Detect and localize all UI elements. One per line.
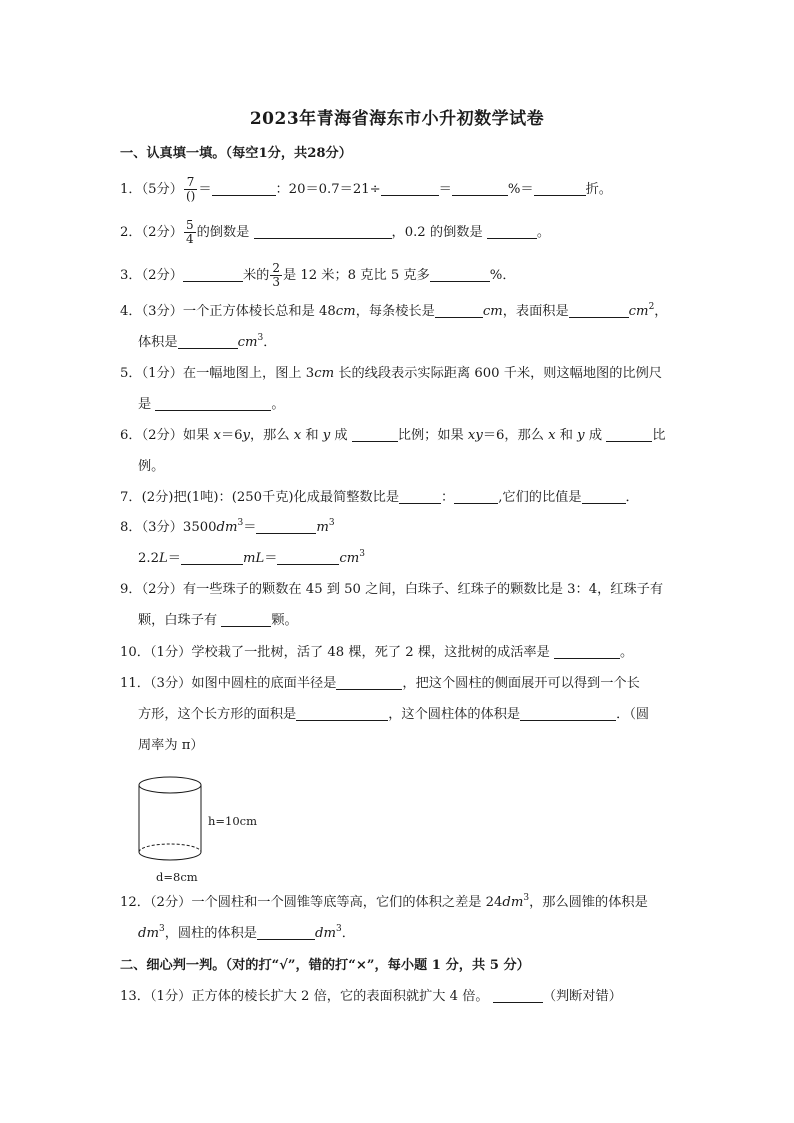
question-4: 4．（3分）一个正方体棱长总和是 48cm，每条棱长是 cm，表面积是 $cm^2$， [120,302,668,319]
answer-blank[interactable] [435,303,483,318]
answer-blank[interactable] [277,550,339,565]
question-11: 11．（3分）如图中圆柱的底面半径是 ，把这个圆柱的侧面展开可以得到一个长 [120,676,640,691]
question-6-line-2: 例。 [138,459,165,474]
question-10: 10．（1分）学校栽了一批树，活了 48 棵，死了 2 棵，这批树的成活率是 。 [120,645,634,660]
question-5-line-2: 是 。 [138,397,285,412]
cylinder-figure [128,770,268,885]
answer-blank[interactable] [569,303,629,318]
section-1-heading: 一、认真填一填。（每空1分，共28分） [120,146,352,161]
answer-blank[interactable] [336,675,402,690]
answer-blank[interactable] [352,427,398,442]
answer-blank[interactable] [221,612,271,627]
answer-blank[interactable] [430,267,490,282]
answer-blank[interactable] [181,550,243,565]
fraction: $\frac{7}{()}$ [185,175,196,203]
answer-blank[interactable] [534,181,586,196]
answer-blank[interactable] [452,181,508,196]
question-11-line-2: 方形，这个长方形的面积是 ，这个圆柱体的体积是 ．（圆 [138,707,650,722]
answer-blank[interactable] [254,224,392,239]
answer-blank[interactable] [183,267,243,282]
question-2: 2．（2分） $\frac{5}{4}$ 的倒数是 ，0.2 的倒数是 。 [120,218,551,246]
question-7: 7．(2分)把(1吨)：(250千克)化成最简整数比是 ： ,它们的比值是 ． [120,490,639,505]
answer-blank[interactable] [257,925,315,940]
answer-blank[interactable] [487,224,537,239]
fraction: $\frac{5}{4}$ [185,218,194,246]
answer-blank[interactable] [493,988,543,1003]
section-2-heading: 二、细心判一判。（对的打“√”，错的打“×”，每小题 1 分，共 5 分） [120,958,530,973]
question-8: 8．（3分）$3500dm^3= m^3$ [120,518,335,535]
cylinder-diagram [138,774,218,874]
answer-blank[interactable] [606,427,652,442]
answer-blank[interactable] [520,706,616,721]
question-1: 1．（5分） $\frac{7}{()}$ ＝ ：20＝0.7＝21÷ ＝ %＝ 折。 [120,175,612,203]
answer-blank[interactable] [582,489,626,504]
answer-blank[interactable] [212,181,276,196]
height-label: h=10cm [208,814,258,828]
fraction: $\frac{2}{3}$ [272,261,280,289]
answer-blank[interactable] [178,334,238,349]
diameter-label: d=8cm [156,870,198,884]
question-3: 3．（2分） 米的 $\frac{2}{3}$ 是 12 米；8 克比 5 克多 %． [120,261,516,289]
answer-blank[interactable] [399,489,441,504]
question-12: 12．（2分）一个圆柱和一个圆锥等底等高，它们的体积之差是 $24dm^3$，那么圆锥的体积是 [120,893,648,910]
question-8-line-2: $2.2L= mL= cm^3$ [138,549,366,566]
question-12-line-2: $dm^3$，圆柱的体积是 $dm^3$． [138,924,355,941]
question-13: 13．（1分）正方体的棱长扩大 2 倍，它的表面积就扩大 4 倍。 （判断对错） [120,989,622,1004]
question-9: 9．（2分）有一些珠子的颗数在 45 到 50 之间，白珠子、红珠子的颗数比是 3：4，红珠子有 [120,582,664,597]
answer-blank[interactable] [256,519,316,534]
question-4-line-2: 体积是 $cm^3$． [138,333,277,350]
page-title: 2023年青海省海东市小升初数学试卷 [249,109,545,129]
question-6: 6．（2分）如果 x＝6y，那么 x 和 y 成 比例；如果 xy＝6，那么 x 和 y 成 比 [120,428,666,443]
question-11-line-3: 周率为 π） [138,738,204,753]
answer-blank[interactable] [554,644,620,659]
question-9-line-2: 颗，白珠子有 颗。 [138,613,298,628]
question-5: 5．（1分）在一幅地图上，图上 3cm 长的线段表示实际距离 600 千米，则这幅地图的比例尺 [120,366,662,381]
answer-blank[interactable] [155,396,271,411]
answer-blank[interactable] [454,489,498,504]
answer-blank[interactable] [381,181,439,196]
answer-blank[interactable] [296,706,388,721]
